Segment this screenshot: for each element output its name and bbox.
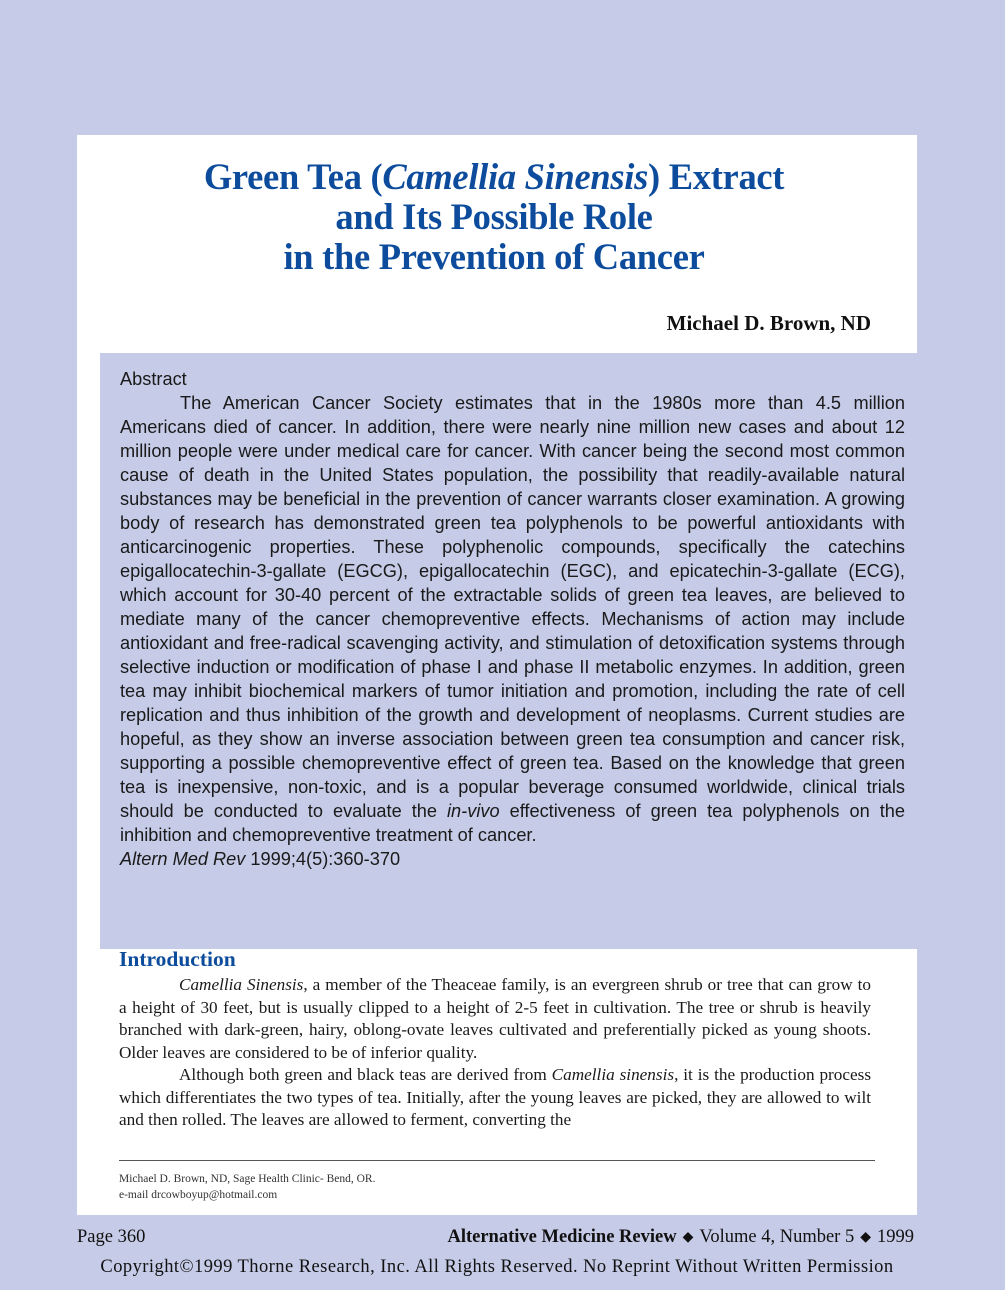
intro-paragraph-1: Camellia Sinensis, a member of the Theaceae family, is an evergreen shrub or tree that can grow to a height of 30 feet, but is usually clipped to a height of 2-5 feet in cultivation. The tree or shrub is heavily branched with dark-green, hairy, oblong-ovate leaves cultivated and preferentially picked as young shoots. Older leaves are considered to be of inferior quality.	[119, 975, 871, 1062]
author-footnote	[119, 1171, 375, 1203]
title-line-1: Green Tea (Camellia Sinensis) Extract	[203, 156, 785, 197]
title-line-3: in the Prevention of Cancer	[283, 236, 705, 277]
diamond-separator-icon: ◆	[682, 1230, 694, 1245]
abstract-heading: Abstract	[120, 369, 187, 389]
author-name: Michael D. Brown, ND	[666, 311, 871, 335]
journal-volume: Volume 4, Number 5	[699, 1227, 855, 1247]
title-species-name: Camellia Sinensis	[382, 156, 649, 197]
diamond-separator-icon: ◆	[860, 1230, 871, 1245]
copyright-notice: Copyright©1999 Thorne Research, Inc. All Rights Reserved. No Reprint Without Written Permission	[100, 1257, 894, 1277]
article-page	[77, 135, 917, 1215]
journal-name: Alternative Medicine Review	[447, 1227, 677, 1247]
abstract-box	[100, 353, 919, 949]
journal-info	[447, 1227, 914, 1248]
abstract-citation: Altern Med Rev 1999;4(5):360-370	[120, 849, 401, 869]
footnote-affiliation: Michael D. Brown, ND, Sage Health Clinic- Bend, OR.	[119, 1173, 376, 1185]
article-title	[77, 157, 911, 277]
abstract-text: The American Cancer Society estimates that in the 1980s more than 4.5 million Americans died of cancer. In addition, there were nearly nine million new cases and about 12 million people were under medical care for cancer. With cancer being the second most common cause of death in the United States population, the possibility that readily-available natural substances may be beneficial in the prevention of cancer warrants closer examination. A growing body of research has demonstrated green tea polyphenols to be powerful antioxidants with anticarcinogenic properties. These polyphenolic compounds, specifically the catechins epigallocatechin-3-gallate (EGCG), epigallocatechin (EGC), and epicatechin-3-gallate (ECG), which account for 30-40 percent of the extractable solids of green tea leaves, are believed to mediate many of the cancer chemopreventive effects. Mechanisms of action may include antioxidant and free-radical scavenging activity, and stimulation of detoxification systems through selective induction or modification of phase I and phase II metabolic enzymes. In addition, green tea may inhibit biochemical markers of tumor initiation and promotion, including the rate of cell replication and thus inhibition of the growth and development of neoplasms. Current studies are hopeful, as they show an inverse association between green tea consumption and cancer risk, supporting a possible chemopreventive effect of green tea. Based on the knowledge that green tea is inexpensive, non-toxic, and is a popular beverage consumed worldwide, clinical trials should be conducted to evaluate the in-vivo effectiveness of green tea polyphenols on the inhibition and chemopreventive treatment of cancer.	[120, 393, 905, 845]
title-line-2: and Its Possible Role	[335, 196, 653, 237]
footnote-email: e-mail drcowboyup@hotmail.com	[119, 1189, 278, 1201]
introduction-body	[119, 974, 871, 1132]
intro-paragraph-2: Although both green and black teas are derived from Camellia sinensis, it is the production process which differentiates the two types of tea. Initially, after the young leaves are picked, they are allowed to wilt and then rolled. The leaves are allowed to ferment, converting the	[119, 1065, 872, 1129]
page-number: Page 360	[77, 1227, 146, 1247]
introduction-heading: Introduction	[119, 947, 236, 971]
page-footer	[77, 1227, 917, 1253]
footnote-divider	[119, 1160, 875, 1161]
journal-year: 1999	[877, 1227, 914, 1247]
